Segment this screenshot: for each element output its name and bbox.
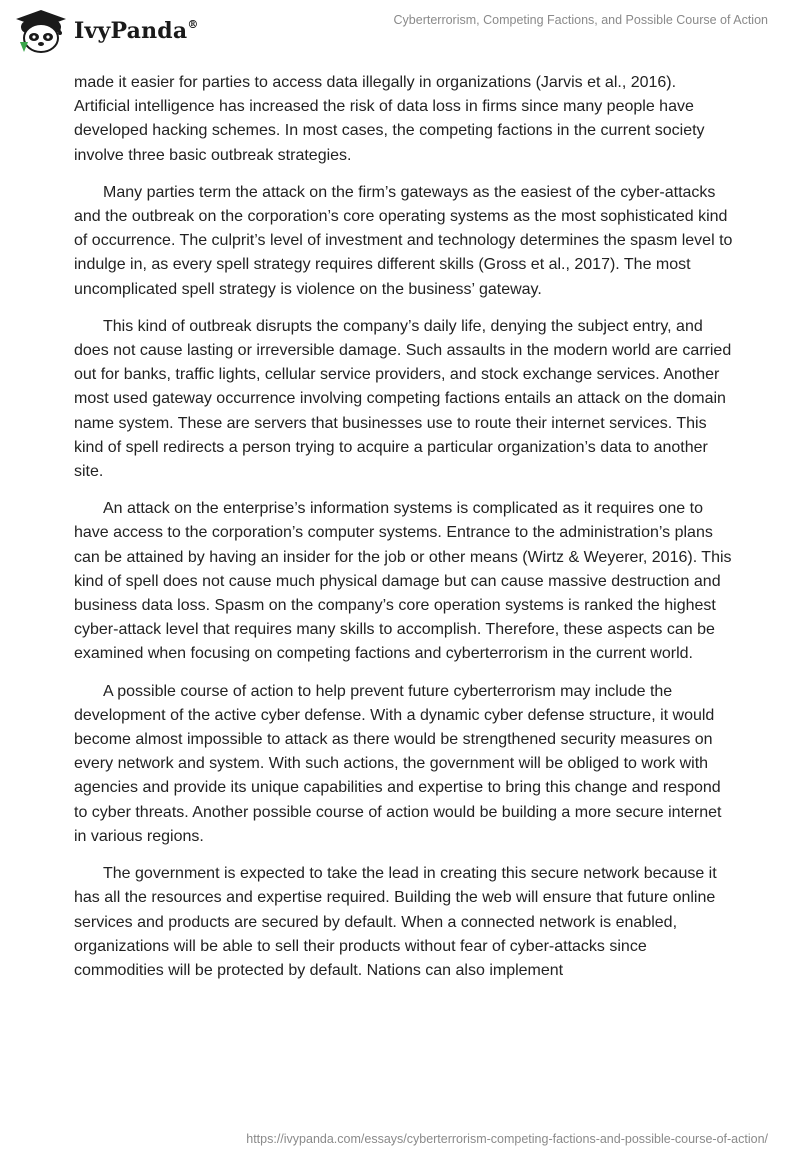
- paragraph: An attack on the enterprise’s information systems is complicated as it requires one to have access to the corporation’s computer systems. Entrance to the administration’s plans can be attained by having an insider for the job or other means (Wirtz & Weyerer, 2016). This kind of spell does not cause much physical damage but can cause massive destruction and business data loss. Spasm on the company’s core operation systems is ranked the highest cyber-attack level that requires many skills to accomplish. Therefore, these aspects can be examined when focusing on competing factions and cyberterrorism in the current world.: [74, 500, 732, 663]
- paragraph: This kind of outbreak disrupts the company’s daily life, denying the subject entry, and does not cause lasting or irreversible damage. Such assaults in the modern world are carried out for banks, traffic lights, cellular service providers, and stock exchange services. Another most used gateway occurrence involving competing factions entails an attack on the domain name system. These are servers that businesses use to route their internet services. This kind of spell redirects a person trying to acquire a particular organization’s data to another site.: [74, 317, 732, 481]
- paragraph: made it easier for parties to access data illegally in organizations (Jarvis et al., 2016). Artificial intelligence has increased the risk of data loss in firms since many people have developed hacking schemes. In most cases, the competing factions in the current society involve three basic outbreak strategies.: [74, 74, 705, 164]
- paragraph: The government is expected to take the lead in creating this secure network because it has all the resources and expertise required. Building the web will ensure that future online services and products are secured by default. When a connected network is enabled, organizations will be able to sell their products without fear of cyber-attacks since commodities will be protected by default. Nations can also implement: [74, 865, 717, 979]
- ivypanda-logo[interactable]: [14, 8, 199, 54]
- paragraph: A possible course of action to help prevent future cyberterrorism may include the development of the active cyber defense. With a dynamic cyber defense structure, it would become almost impossible to attack as there would be strengthened security measures on every network and system. With such actions, the government will be obliged to work with agencies and provide its unique capabilities and expertise to bring this change and respond to cyber threats. Another possible course of action would be building a more secure internet in various regions.: [74, 682, 722, 845]
- page-header: [0, 0, 800, 70]
- document-title: Cyberterrorism, Competing Factions, and Possible Course of Action: [393, 13, 768, 27]
- panda-graduation-icon: [14, 8, 68, 54]
- brand-name: IvyPanda®: [74, 17, 199, 44]
- source-url-link[interactable]: https://ivypanda.com/essays/cyberterrorism-competing-factions-and-possible-course-of-action/: [246, 1132, 768, 1146]
- paragraph: Many parties term the attack on the firm’s gateways as the easiest of the cyber-attacks and the outbreak on the corporation’s core operating systems as the most sophisticated kind of occurrence. The culprit’s level of investment and technology determines the spasm level to indulge in, as every spell strategy requires different skills (Gross et al., 2017). The most uncomplicated spell strategy is violence on the business’ gateway.: [74, 183, 733, 298]
- registered-mark: ®: [187, 17, 199, 31]
- essay-body: [74, 71, 734, 996]
